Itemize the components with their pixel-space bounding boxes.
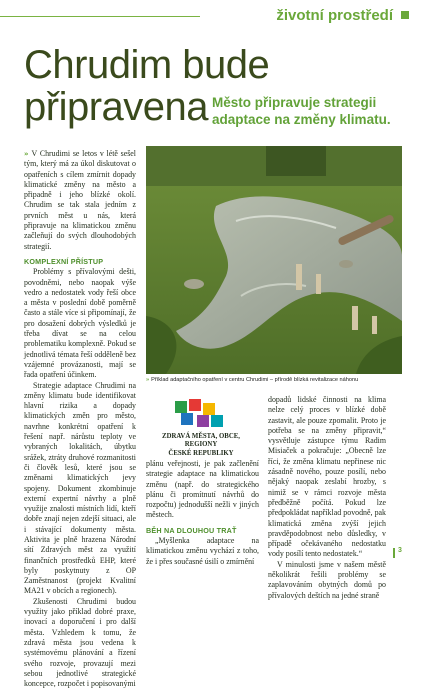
logo-text [146,433,256,458]
green-square-icon [401,11,409,19]
article-photo [146,146,402,374]
lead-text: V Chrudimi se letos v létě sešel tým, který má za úkol diskutovat o opatřeních s cílem zmírnit dopady klimatické změny na město a připadně i jeho blízké okolí. Chrudim se tak stala jedním z prvních měst u nás, která připravuje na klimatickou změnu začleňují do svých dlouhodobých strategií. [24,149,136,251]
headline-line-1: Chrudim bude [24,43,270,87]
paragraph-1: Problémy s přívalovými dešti, povodněmi, nebo naopak výše vedro a nedostatek vody řeší obce a města v poslední době poměrně často a stále více si připomínají, že pro dosažení dobrých výsledků je třeba dívat se na celou problematiku komplexně. Pokud se jednotlivá témata řeší odděleně bez vzájemné provázanosti, mají se řada opatření účinkem. [24,267,136,380]
caption-text: Příklad adaptačního opatření v centru Chrudimi – přírodě blízká revitalizace náhonu [151,377,359,383]
paragraph-3: Zkušenosti Chrudimi budou využity jako příklad dobré praxe, inovací a doporučení i pro další města. Vzhledem k tomu, že zdravá města jsou vedena k systémovému plánování a řízení svého rozvoje, provazují mezi sebou jednotlivé strategické koncepce, rozpočet i popisovanými [24,596,136,689]
double-arrow-icon: » [24,150,29,158]
logo-line-1: ZDRAVÁ MĚSTA, OBCE, REGIONY [162,433,240,449]
photo-caption [146,377,408,383]
paragraph-2: Strategie adaptace Chrudimi na změny klimatu bude identifikovat hlavní rizika a dopady klimatických změn pro město, navrhne konkrétní opatření k řešení např. nárůstu teploty ve vybraných lokalitách, úbytku srážek, ztráty druhové rozmanitosti či člověk lesů, které jsou se změnami klimatických jevy spojeny. Dokument zkombinuje externí expertní návrhy a plně využije znalosti místních lidí, kteří dobře znají nejen zdejší situaci, ale i stávající dokumenty města. Aktivita je plně hrazena Národní sítí Zdravých měst za využití finančních prostředků EHP, které byly poskytnuty z OP Zaměstnanost (projekt Kvalitní MA21 v obcích a regionech). [24,380,136,596]
column-left [24,149,136,689]
paragraph-4-continued: dopadů lidské činnosti na klima nelze celý proces v blízké době zastavit, ale pouze zpomalit. Proto je potřeba se na změny připravit,“ vysvětluje zástupce týmu Radim Misiaček a pokračuje: „Obecně lze říci, že změna klimatu nepřinese nic zásadně nového, pouze posílí, nebo nějaký naopak zeslabí hrozby, s nimiž se v rámci rozvoje města předběžně počítá. Pokud lze předpokládat například povodně, pak klimatická změna zvýší jejich pravděpodobnost nebo důsledky, v případě očekávaného nedostatku vody posílí tento nedostatek.“ [268,395,386,559]
logo-line-2: ČESKÉ REPUBLIKY [168,449,234,457]
page-marker [393,548,395,558]
paragraph-5: V minulosti jsme v našem městě několikrát řešili problémy se zaplavováním obytných domů po přívalových deštích na jedné straně [268,559,386,600]
subheading-beh: BĚH NA DLOUHOU TRAŤ [146,525,237,535]
healthy-cities-logo-icon [173,395,229,429]
subheading-komplexni: KOMPLEXNÍ PŘÍSTUP [24,256,104,266]
page-number: 3 [398,547,402,554]
lead-paragraph [24,149,136,252]
paragraph-3-continued: plánu veřejnosti, je pak začlenění strategie adaptace na klimatickou změnu (např. do strategického plánu či promítnutí návrhů do rozpočtu) jednodušší nežli v jiných městech. [146,459,259,520]
paragraph-4: „Myšlenka adaptace na klimatickou změnu vychází z toho, že i přes současné úsilí o zmírnění [146,536,259,566]
section-header [0,4,423,30]
section-divider [0,16,200,17]
stream-photo-illustration [146,146,402,374]
article-subheadline: Město připravuje strategii adaptace na změny klimatu. [212,95,391,127]
double-arrow-icon: » [146,377,150,383]
healthy-cities-logo [146,395,256,455]
section-label: životní prostředí [276,7,393,24]
column-right [268,395,386,601]
article-headline [24,43,270,129]
column-middle [146,459,259,567]
headline-line-2: připravena [24,85,209,129]
